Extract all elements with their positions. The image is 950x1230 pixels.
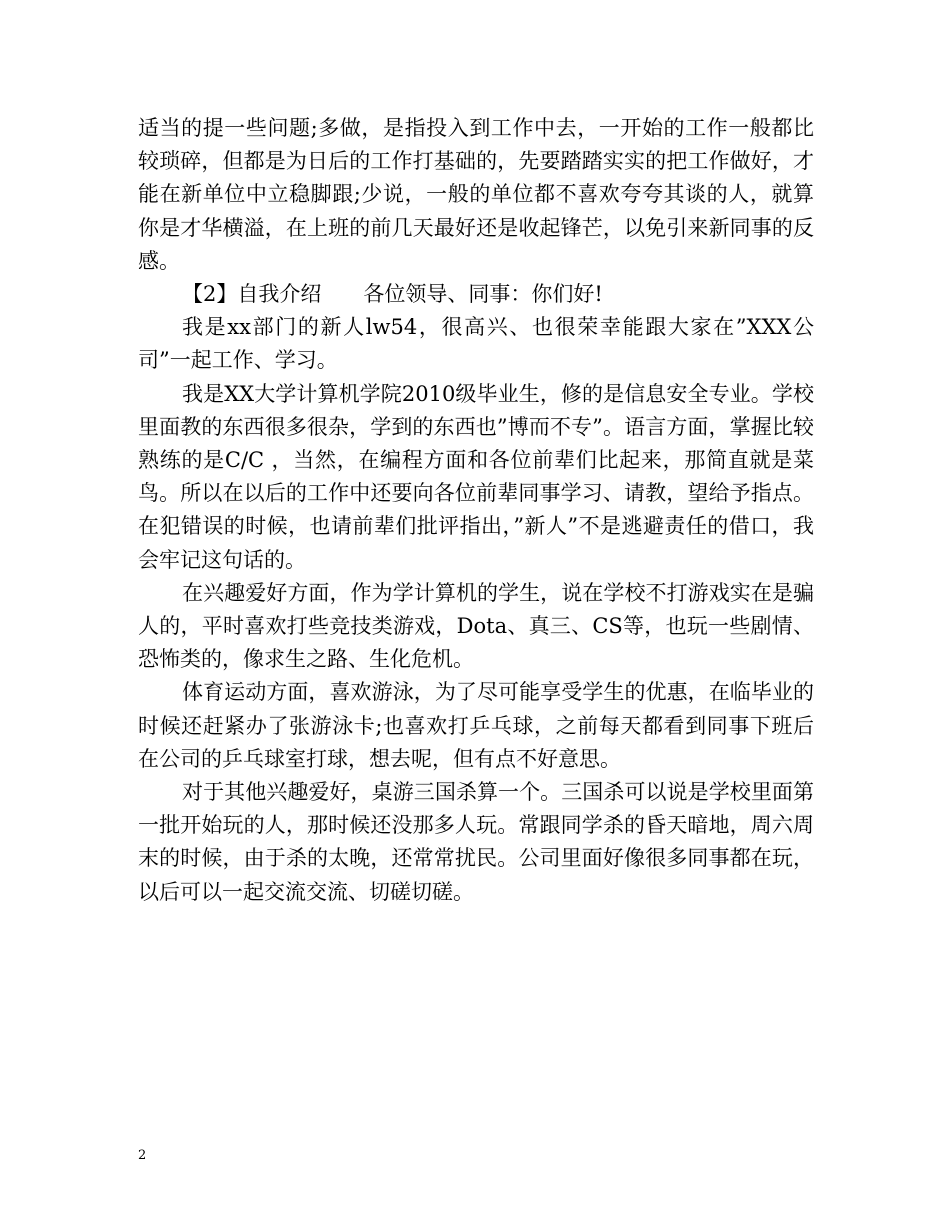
page-number: 2 — [138, 1148, 147, 1163]
document-body — [138, 112, 814, 909]
paragraph-2: 【2】自我介绍 各位领导、同事：你们好! — [182, 282, 603, 307]
paragraph-5: 在兴趣爱好方面，作为学计算机的学生，说在学校不打游戏实在是骗人的，平时喜欢打些竞技类游戏，Dota、真三、CS等，也玩一些剧情、恐怖类的，像求生之路、生化危机。 — [138, 580, 814, 672]
paragraph-4: 我是XX大学计算机学院2010级毕业生，修的是信息安全专业。学校里面教的东西很多很杂，学到的东西也”博而不专”。语言方面，掌握比较熟练的是C/C ，当然，在编程方面和各位前辈们比起来，那简直就是菜鸟。所以在以后的工作中还要向各位前辈同事学习、请教，望给予指点。在犯错误的时候，也请前辈们批评指出，”新人”不是逃避责任的借口，我会牢记这句话的。 — [138, 381, 814, 572]
paragraph-1: 适当的提一些问题;多做，是指投入到工作中去，一开始的工作一般都比较琐碎，但都是为日后的工作打基础的，先要踏踏实实的把工作做好，才能在新单位中立稳脚跟;少说，一般的单位都不喜欢夸夸其谈的人，就算你是才华横溢，在上班的前几天最好还是收起锋芒，以免引来新同事的反感。 — [138, 116, 814, 273]
paragraph-7: 对于其他兴趣爱好，桌游三国杀算一个。三国杀可以说是学校里面第一批开始玩的人，那时候还没那多人玩。常跟同学杀的昏天暗地，周六周末的时候，由于杀的太晚，还常常扰民。公司里面好像很多同事都在玩，以后可以一起交流交流、切磋切磋。 — [138, 780, 814, 904]
paragraph-6: 体育运动方面，喜欢游泳，为了尽可能享受学生的优惠，在临毕业的时候还赶紧办了张游泳卡;也喜欢打乒乓球，之前每天都看到同事下班后在公司的乒乓球室打球，想去呢，但有点不好意思。 — [138, 680, 814, 771]
paragraph-3: 我是xx部门的新人lw54，很高兴、也很荣幸能跟大家在”XXX公司”一起工作、学习。 — [138, 315, 814, 373]
